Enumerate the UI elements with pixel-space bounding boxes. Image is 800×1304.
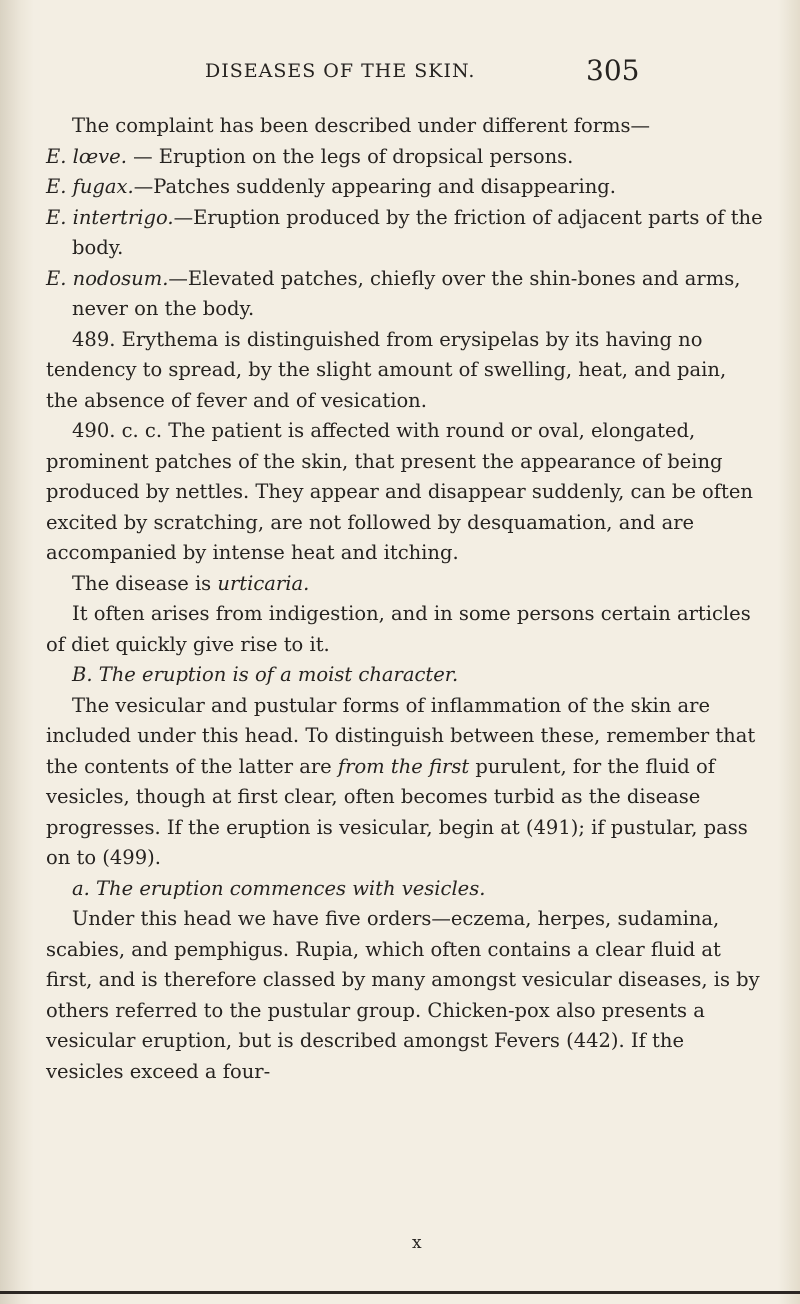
- intro-paragraph: The complaint has been described under different forms—: [72, 114, 651, 137]
- paragraph-490: 490. c. c. The patient is affected with round or oval, elongated, prominent patches of the skin, that present the appearance of being produced by nettles. They appear and disappear suddenly, can be often excited by scratching, are not followed by desquamation, and are accompanied by intense heat and itching.: [46, 419, 753, 564]
- form-description: —Patches suddenly appearing and disappearing.: [133, 175, 616, 198]
- page-number: 305: [586, 54, 640, 87]
- page-edge-shadow: [778, 0, 800, 1304]
- urticaria-lead: The disease is: [72, 571, 218, 595]
- arises-paragraph: It often arises from indigestion, and in some persons certain articles of diet quickly give rise to it.: [46, 602, 751, 656]
- urticaria-term: urticaria.: [217, 571, 310, 595]
- page-gutter-shadow: [0, 0, 34, 1304]
- section-heading: B. The eruption is of a moist character.: [72, 663, 459, 686]
- form-description: —Elevated patches, chiefly over the shin-bones and arms, never on the body.: [72, 266, 741, 320]
- form-name: E. nodosum.: [46, 266, 169, 290]
- form-name: E. lœve.: [46, 144, 127, 168]
- form-item-fugax: [46, 172, 764, 203]
- vesicular-text-b: purulent, for the fluid of vesicles, though at first clear, often becomes turbid as the disease progresses. If the eruption is vesicular, begin at (491); if pustular, pass on to (499).: [46, 754, 748, 869]
- moist-heading: [46, 660, 764, 691]
- form-description: — Eruption on the legs of dropsical persons.: [126, 144, 574, 168]
- section-heading: a. The eruption commences with vesicles.: [72, 876, 486, 900]
- form-name: E. intertrigo.: [46, 205, 174, 229]
- bottom-rule: [0, 1291, 800, 1294]
- paragraph-489: 489. Erythema is distinguished from erysipelas by its having no tendency to spread, by the slight amount of swelling, heat, and pain, the absence of fever and of vesication.: [46, 327, 727, 412]
- vesicular-paragraph: [46, 691, 764, 874]
- body-text: [46, 111, 764, 1087]
- form-description: —Eruption produced by the friction of adjacent parts of the body.: [72, 205, 763, 259]
- vesicles-heading: [46, 874, 764, 905]
- orders-paragraph: Under this head we have five orders—eczema, herpes, sudamina, scabies, and pemphigus. Rupia, which often contains a clear fluid at first, and is therefore classed by many amongst vesicular diseases, is by others referred to the pustular group. Chicken-pox also presents a vesicular eruption, but is described amongst Fevers (442). If the vesicles exceed a four-: [46, 907, 760, 1083]
- form-item-intertrigo: [46, 203, 764, 264]
- form-item-nodosum: [46, 264, 764, 325]
- form-item-laeve: [46, 142, 764, 173]
- urticaria-line: [46, 569, 764, 600]
- vesicular-emphasis: from the first: [337, 754, 470, 778]
- signature-mark: x: [412, 1233, 422, 1253]
- vesicular-text-a: The vesicular and pustular forms of inflammation of the skin are included under this head. To distinguish between these, remember that the contents of the latter are: [46, 693, 756, 778]
- running-head: DISEASES OF THE SKIN.: [205, 60, 476, 82]
- form-name: E. fugax.: [46, 175, 134, 198]
- page-header: [0, 54, 800, 94]
